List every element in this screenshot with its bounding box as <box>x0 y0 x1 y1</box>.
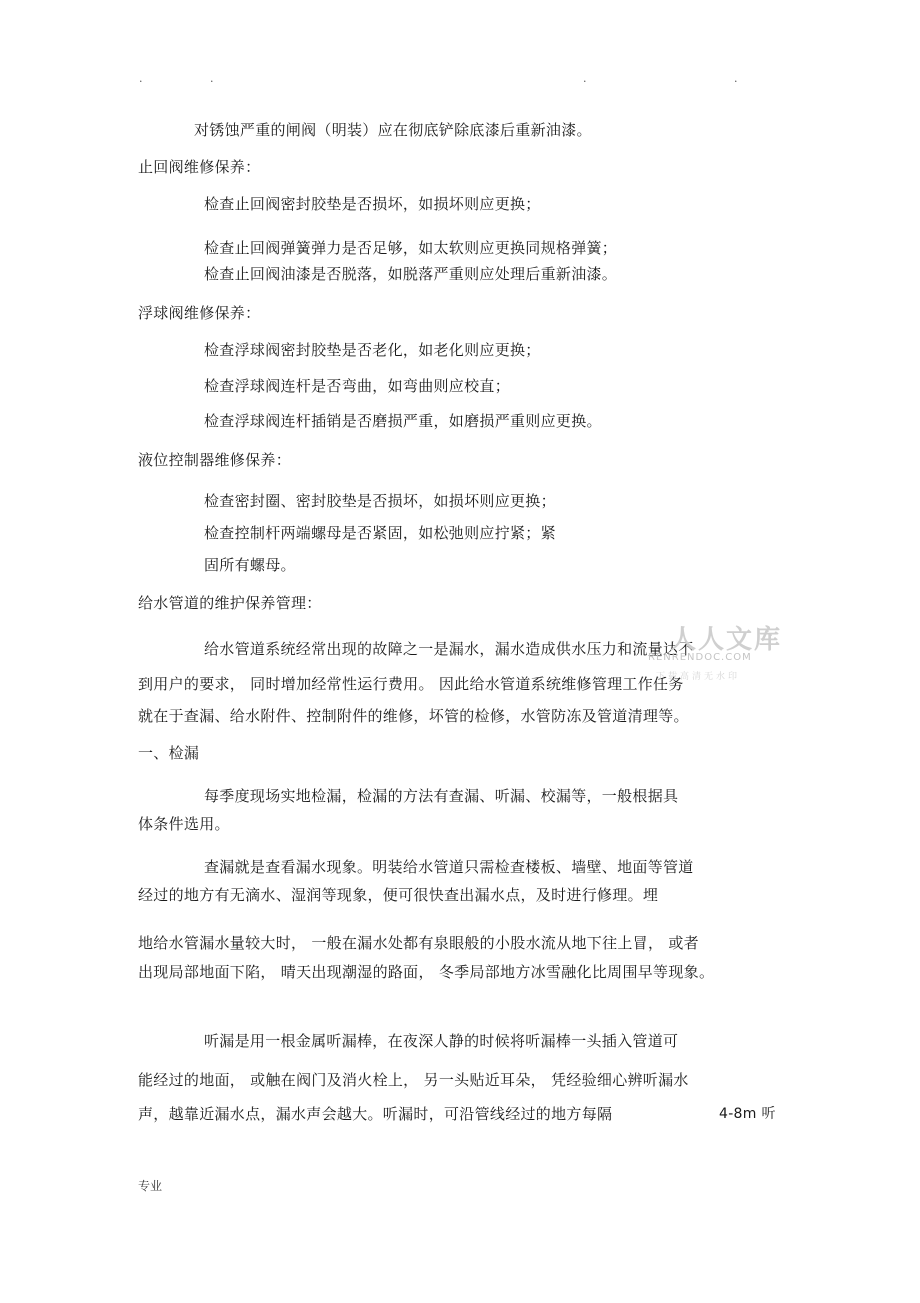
float-valve-item-1: 检查浮球阀密封胶垫是否老化，如老化则应更换； <box>204 341 541 359</box>
paragraph-leakage-line-3: 就在于查漏、给水附件、控制附件的维修，坏管的检修，水管防冻及管道清理等。 <box>138 707 689 725</box>
paragraph-leakage-line-2: 到用户的要求， 同时增加经常性运行费用。 因此给水管道系统维修管理工作任务 <box>138 675 684 693</box>
header-dot: . <box>583 72 587 85</box>
paragraph-listen-leak-line-2: 能经过的地面， 或触在阀门及消火栓上， 另一头贴近耳朵， 凭经验细心辨听漏水 <box>138 1071 689 1089</box>
level-controller-item-3: 固所有螺母。 <box>204 556 296 574</box>
watermark-title: 人人文库 <box>670 625 783 655</box>
paragraph-listen-leak-line-3: 声，越靠近漏水点，漏水声会越大。听漏时，可沿管线经过的地方每隔 <box>138 1105 613 1123</box>
paragraph-inspection-line-2: 体条件选用。 <box>138 815 230 833</box>
paragraph-check-leak-line-2: 经过的地方有无滴水、湿润等现象，便可很快查出漏水点，及时进行修理。埋 <box>138 886 659 904</box>
float-valve-item-3: 检查浮球阀连杆插销是否磨损严重，如磨损严重则应更换。 <box>204 412 602 430</box>
check-valve-item-2: 检查止回阀弹簧弹力是否足够，如太软则应更换同规格弹簧； <box>204 239 618 257</box>
header-dot: . <box>139 72 143 85</box>
watermark-tagline: 下载高清无水印 <box>656 672 741 682</box>
paragraph-listen-leak-tail: 4-8m 听 <box>719 1106 776 1122</box>
float-valve-item-2: 检查浮球阀连杆是否弯曲，如弯曲则应校直； <box>204 377 511 395</box>
level-controller-item-1: 检查密封圈、密封胶垫是否损坏，如损坏则应更换； <box>204 492 556 510</box>
paragraph-inspection-line-1: 每季度现场实地检漏，检漏的方法有查漏、听漏、校漏等，一般根据具 <box>204 787 679 805</box>
paragraph-check-leak-line-4: 出现局部地面下陷， 晴天出现潮湿的路面， 冬季局部地方冰雪融化比周围早等现象。 <box>138 963 715 981</box>
heading-check-valve: 止回阀维修保养： <box>138 158 261 176</box>
heading-level-controller: 液位控制器维修保养： <box>138 451 292 469</box>
check-valve-item-1: 检查止回阀密封胶垫是否损坏，如损坏则应更换； <box>204 195 541 213</box>
level-controller-item-2: 检查控制杆两端螺母是否紧固，如松弛则应拧紧；紧 <box>204 524 556 542</box>
paragraph-leakage-line-1: 给水管道系统经常出现的故障之一是漏水，漏水造成供水压力和流量达不 <box>204 640 694 658</box>
heading-leak-detection: 一、检漏 <box>138 744 200 762</box>
paragraph-check-leak-line-3: 地给水管漏水量较大时， 一般在漏水处都有泉眼般的小股水流从地下往上冒， 或者 <box>138 934 699 952</box>
watermark-domain: RENRENDOC.COM <box>648 652 752 663</box>
check-valve-item-3: 检查止回阀油漆是否脱落，如脱落严重则应处理后重新油漆。 <box>204 265 618 283</box>
paragraph-listen-leak-line-1: 听漏是用一根金属听漏棒，在夜深人静的时候将听漏棒一头插入管道可 <box>204 1032 679 1050</box>
heading-water-pipe-maintenance: 给水管道的维护保养管理： <box>138 594 322 612</box>
paragraph-check-leak-line-1: 查漏就是查看漏水现象。明装给水管道只需检查楼板、墙壁、地面等管道 <box>204 858 694 876</box>
heading-float-valve: 浮球阀维修保养： <box>138 304 261 322</box>
page-footer: 专业 <box>138 1179 163 1193</box>
watermark <box>648 619 788 689</box>
header-dot: . <box>734 72 738 85</box>
header-dot: . <box>210 72 214 85</box>
paragraph-gate-valve-paint: 对锈蚀严重的闸阀（明装）应在彻底铲除底漆后重新油漆。 <box>194 121 592 139</box>
